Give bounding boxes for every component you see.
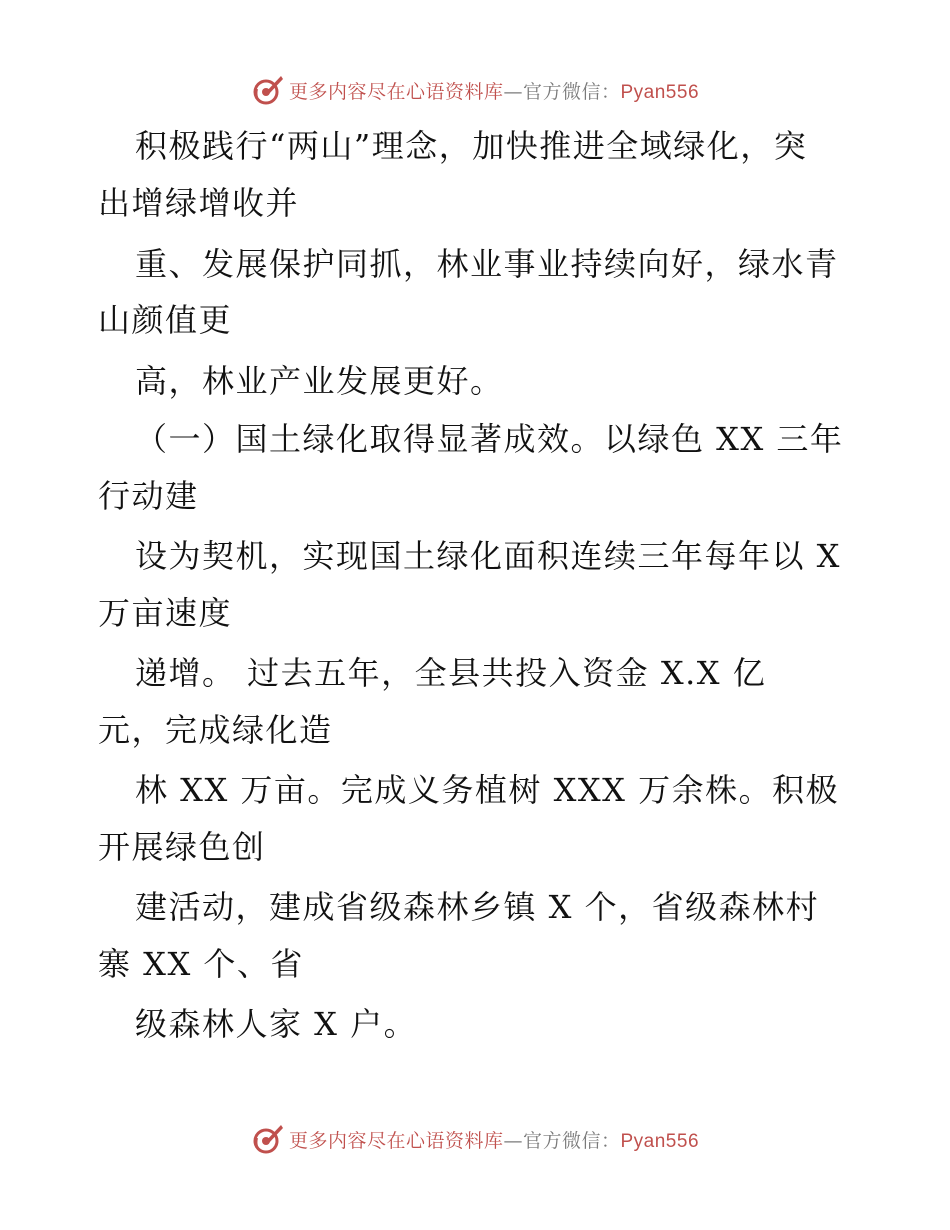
header-watermark bbox=[0, 73, 950, 107]
text-line: 山颜值更 bbox=[98, 301, 233, 339]
text-line: 重、发展保护同抓，林业事业持续向好，绿水青 bbox=[135, 245, 839, 283]
text-line: 林 XX 万亩。完成义务植树 XXX 万余株。积极 bbox=[135, 771, 840, 809]
text-line: 积极践行“两山”理念，加快推进全域绿化，突 bbox=[135, 127, 808, 165]
watermark-official: 官方微信： bbox=[522, 80, 621, 103]
text-line: 高，林业产业发展更好。 bbox=[135, 362, 504, 400]
text-line: 设为契机，实现国土绿化面积连续三年每年以 X bbox=[135, 537, 841, 575]
watermark-dash: — bbox=[503, 80, 523, 103]
watermark-wechat-id: Pyan556 bbox=[620, 81, 700, 103]
watermark-dash: — bbox=[503, 1129, 523, 1152]
text-line: 寨 XX 个、省 bbox=[98, 945, 304, 983]
text-line: 出增绿增收并 bbox=[98, 184, 300, 222]
watermark-site-name: 更多内容尽在心语资料库 bbox=[288, 1129, 504, 1152]
text-line: （一）国土绿化取得显著成效。以绿色 XX 三年 bbox=[135, 420, 844, 458]
text-line: 元，完成绿化造 bbox=[98, 711, 333, 749]
text-line: 级森林人家 X 户。 bbox=[135, 1005, 418, 1043]
watermark-label bbox=[289, 77, 699, 104]
quill-logo-icon bbox=[251, 1122, 285, 1156]
text-line: 万亩速度 bbox=[98, 594, 233, 632]
watermark-label bbox=[289, 1126, 699, 1153]
quill-logo-icon bbox=[251, 73, 285, 107]
watermark-official: 官方微信： bbox=[522, 1129, 621, 1152]
text-line: 行动建 bbox=[98, 477, 199, 515]
text-line: 递增。 过去五年，全县共投入资金 X.X 亿 bbox=[135, 654, 767, 692]
text-line: 建活动，建成省级森林乡镇 X 个，省级森林村 bbox=[135, 888, 820, 926]
footer-watermark bbox=[0, 1122, 950, 1156]
watermark-site-name: 更多内容尽在心语资料库 bbox=[288, 80, 504, 103]
watermark-wechat-id: Pyan556 bbox=[620, 1130, 700, 1152]
text-line: 开展绿色创 bbox=[98, 828, 266, 866]
